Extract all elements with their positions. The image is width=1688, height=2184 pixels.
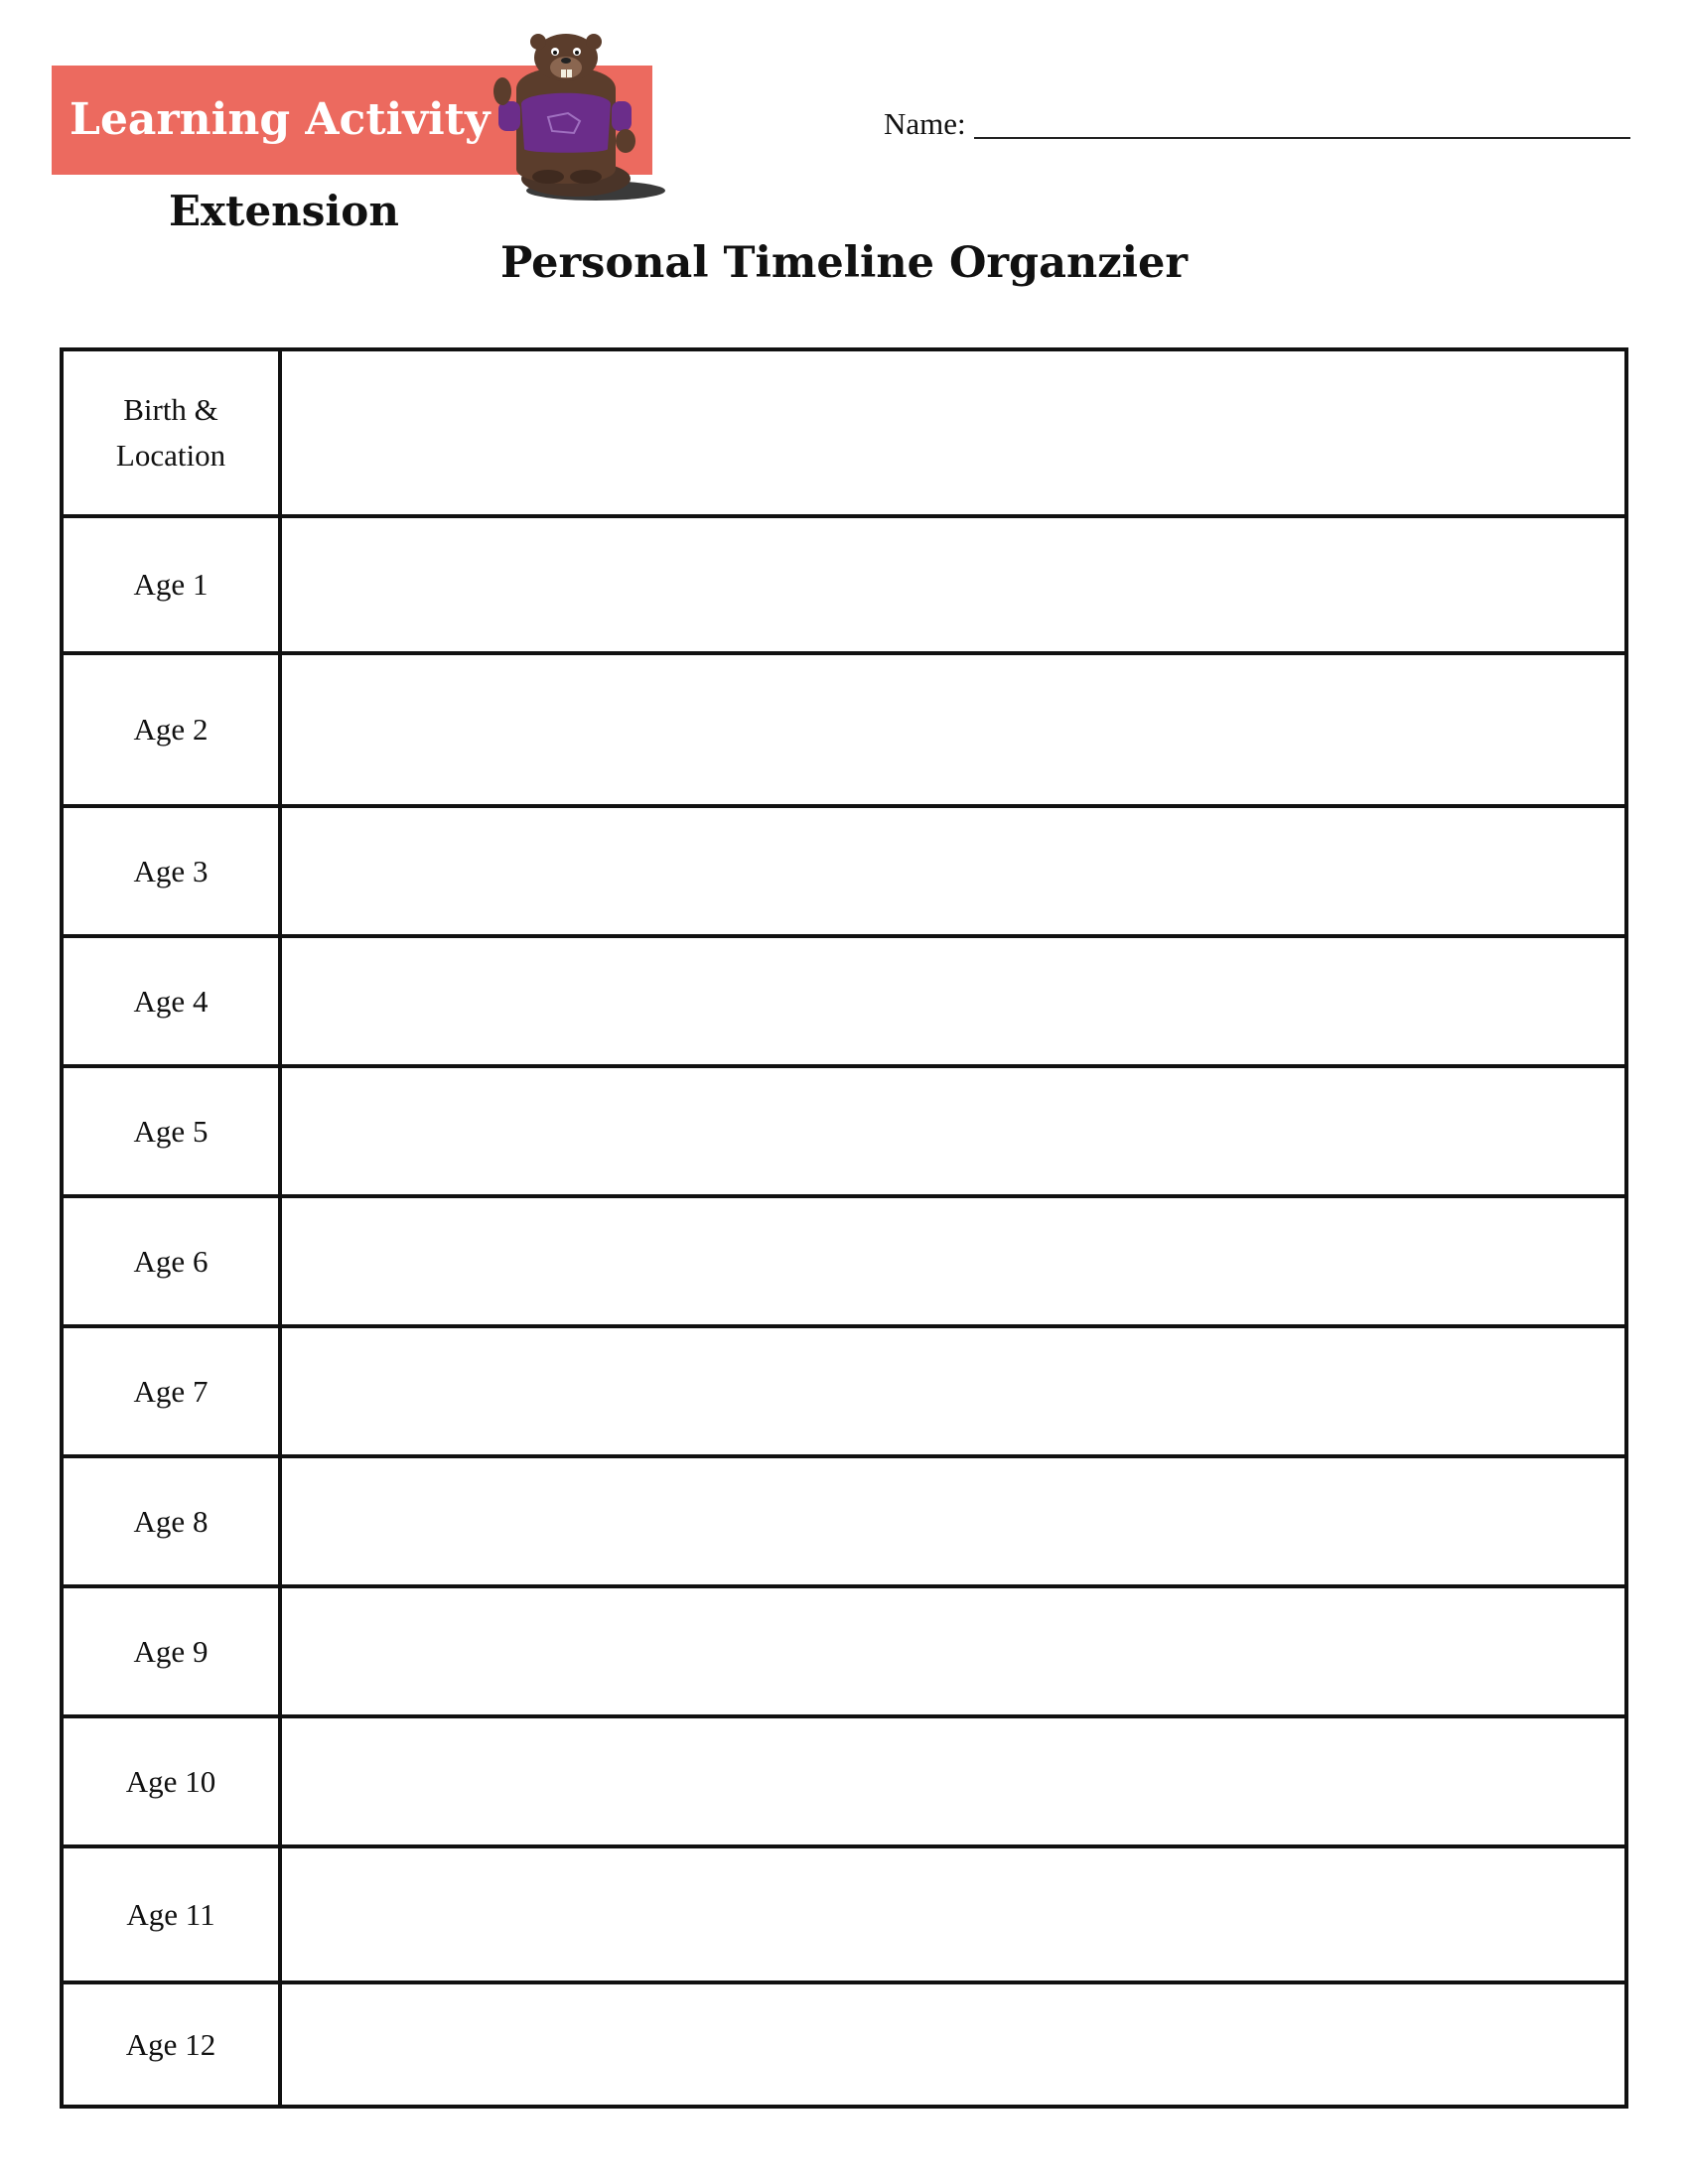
timeline-row-label xyxy=(62,1066,280,1196)
name-blank-line[interactable] xyxy=(974,103,1630,139)
timeline-row-label-line: Age 6 xyxy=(133,1243,209,1279)
timeline-entry-cell[interactable] xyxy=(280,1326,1626,1456)
timeline-row xyxy=(62,349,1626,516)
timeline-row-label xyxy=(62,516,280,653)
timeline-row-label-line: Age 10 xyxy=(125,1763,216,1799)
timeline-row xyxy=(62,806,1626,936)
timeline-row-label xyxy=(62,349,280,516)
timeline-row-label xyxy=(62,1846,280,1982)
timeline-row xyxy=(62,1196,1626,1326)
name-label: Name: xyxy=(884,106,966,141)
timeline-row xyxy=(62,1326,1626,1456)
timeline-row-label xyxy=(62,1196,280,1326)
timeline-row-label xyxy=(62,1716,280,1846)
beaver-mascot-icon xyxy=(477,30,665,204)
timeline-row xyxy=(62,1066,1626,1196)
timeline-entry-cell[interactable] xyxy=(280,1846,1626,1982)
timeline-row-label-line: Age 9 xyxy=(133,1633,209,1669)
timeline-row-label-line: Location xyxy=(115,438,226,473)
timeline-row-label xyxy=(62,806,280,936)
timeline-entry-cell[interactable] xyxy=(280,1066,1626,1196)
banner-label: Learning Activity xyxy=(70,94,491,145)
timeline-row-label-line: Birth & xyxy=(123,392,218,427)
timeline-row xyxy=(62,653,1626,806)
timeline-entry-cell[interactable] xyxy=(280,1716,1626,1846)
timeline-entry-cell[interactable] xyxy=(280,806,1626,936)
timeline-row-label xyxy=(62,1456,280,1586)
timeline-row-label xyxy=(62,1326,280,1456)
timeline-row xyxy=(62,1586,1626,1716)
timeline-table xyxy=(60,347,1628,2109)
timeline-entry-cell[interactable] xyxy=(280,1196,1626,1326)
timeline-entry-cell[interactable] xyxy=(280,349,1626,516)
timeline-row-label-line: Age 11 xyxy=(126,1896,215,1932)
timeline-row xyxy=(62,516,1626,653)
timeline-row xyxy=(62,1716,1626,1846)
timeline-row-label-line: Age 12 xyxy=(125,2026,216,2062)
timeline-row-label-line: Age 2 xyxy=(133,712,209,747)
timeline-row-label xyxy=(62,936,280,1066)
name-field[interactable] xyxy=(884,97,1630,143)
timeline-entry-cell[interactable] xyxy=(280,1456,1626,1586)
page-title: Personal Timeline Organzier xyxy=(499,238,1189,288)
timeline-row xyxy=(62,1982,1626,2107)
subtitle-extension: Extension xyxy=(169,187,399,235)
timeline-entry-cell[interactable] xyxy=(280,1982,1626,2107)
timeline-row-label-line: Age 7 xyxy=(133,1373,209,1409)
timeline-row-label xyxy=(62,1586,280,1716)
timeline-row-label-line: Age 4 xyxy=(133,983,209,1019)
timeline-row-label xyxy=(62,653,280,806)
timeline-row xyxy=(62,936,1626,1066)
timeline-row-label xyxy=(62,1982,280,2107)
timeline-entry-cell[interactable] xyxy=(280,936,1626,1066)
timeline-row xyxy=(62,1846,1626,1982)
timeline-row-label-line: Age 1 xyxy=(133,567,209,602)
timeline-entry-cell[interactable] xyxy=(280,516,1626,653)
timeline-row-label-line: Age 3 xyxy=(133,853,209,888)
timeline-entry-cell[interactable] xyxy=(280,653,1626,806)
timeline-row xyxy=(62,1456,1626,1586)
timeline-entry-cell[interactable] xyxy=(280,1586,1626,1716)
timeline-row-label-line: Age 5 xyxy=(133,1113,209,1149)
timeline-row-label-line: Age 8 xyxy=(133,1503,209,1539)
